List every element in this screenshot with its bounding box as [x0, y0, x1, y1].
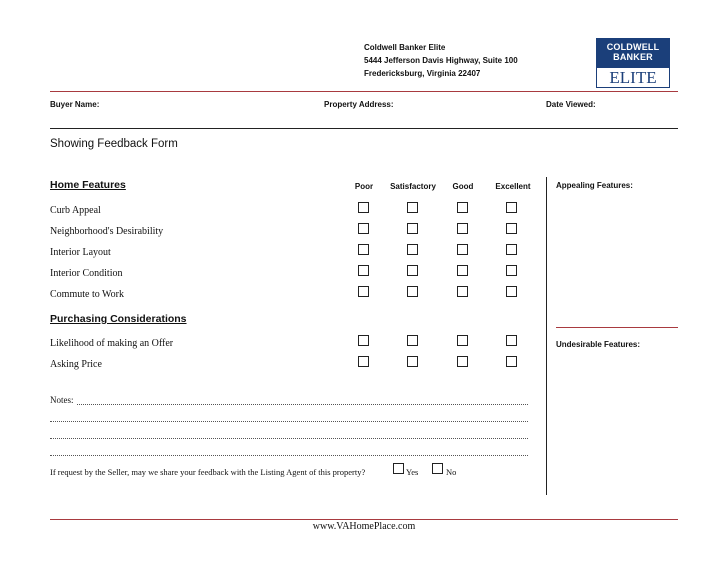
- rating-checkbox[interactable]: [506, 202, 517, 213]
- rating-checkbox[interactable]: [407, 265, 418, 276]
- rating-checkbox[interactable]: [407, 356, 418, 367]
- feature-row-label: Interior Condition: [50, 268, 123, 279]
- rating-checkbox[interactable]: [358, 244, 369, 255]
- notes-line[interactable]: [50, 421, 528, 422]
- rating-checkbox[interactable]: [407, 223, 418, 234]
- rating-checkbox[interactable]: [407, 335, 418, 346]
- logo-top-line2: BANKER: [613, 52, 653, 62]
- purchasing-row-label: Likelihood of making an Offer: [50, 338, 174, 349]
- header-rule: [50, 91, 678, 92]
- property-address-label: Property Address:: [324, 100, 394, 109]
- notes-line[interactable]: [50, 404, 528, 405]
- logo-top-line1: COLDWELL: [606, 42, 660, 52]
- rating-checkbox[interactable]: [358, 286, 369, 297]
- footer-website: www.VAHomePlace.com: [312, 521, 416, 532]
- rating-checkbox[interactable]: [506, 265, 517, 276]
- purchasing-heading: Purchasing Considerations: [50, 313, 187, 325]
- rating-checkbox[interactable]: [457, 335, 468, 346]
- col-satisfactory: Satisfactory: [390, 182, 436, 191]
- notes-label: Notes:: [50, 395, 74, 405]
- rating-checkbox[interactable]: [457, 202, 468, 213]
- feature-row-label: Interior Layout: [50, 247, 111, 258]
- consent-yes-checkbox[interactable]: [393, 463, 404, 474]
- notes-line[interactable]: [50, 438, 528, 439]
- company-name: Coldwell Banker Elite: [364, 43, 446, 52]
- rating-checkbox[interactable]: [358, 265, 369, 276]
- rating-checkbox[interactable]: [457, 244, 468, 255]
- fields-rule: [50, 128, 678, 129]
- rating-checkbox[interactable]: [407, 286, 418, 297]
- rating-checkbox[interactable]: [407, 202, 418, 213]
- logo-top: [596, 38, 670, 67]
- consent-no-label: No: [446, 467, 457, 477]
- consent-no-checkbox[interactable]: [432, 463, 443, 474]
- sidebar-divider: [546, 177, 547, 495]
- rating-checkbox[interactable]: [358, 202, 369, 213]
- feature-row-label: Neighborhood's Desirability: [50, 226, 164, 237]
- undesirable-features-label: Undesirable Features:: [556, 340, 641, 349]
- consent-yes-label: Yes: [406, 467, 419, 477]
- rating-checkbox[interactable]: [358, 223, 369, 234]
- appealing-features-label: Appealing Features:: [556, 181, 633, 190]
- feature-row-label: Curb Appeal: [50, 205, 101, 216]
- form-title: Showing Feedback Form: [50, 138, 178, 150]
- sidebar-rule: [556, 327, 678, 328]
- col-poor: Poor: [354, 182, 374, 191]
- rating-checkbox[interactable]: [457, 223, 468, 234]
- rating-checkbox[interactable]: [457, 286, 468, 297]
- rating-checkbox[interactable]: [407, 244, 418, 255]
- company-address-line1: 5444 Jefferson Davis Highway, Suite 100: [364, 56, 518, 65]
- rating-checkbox[interactable]: [457, 356, 468, 367]
- feature-row-label: Commute to Work: [50, 289, 125, 300]
- rating-checkbox[interactable]: [506, 244, 517, 255]
- rating-checkbox[interactable]: [506, 356, 517, 367]
- purchasing-row-label: Asking Price: [50, 359, 102, 370]
- home-features-heading: Home Features: [50, 179, 126, 191]
- date-viewed-label: Date Viewed:: [546, 100, 596, 109]
- col-good: Good: [452, 182, 474, 191]
- rating-checkbox[interactable]: [457, 265, 468, 276]
- notes-line[interactable]: [50, 455, 528, 456]
- buyer-name-label: Buyer Name:: [50, 100, 100, 109]
- rating-checkbox[interactable]: [358, 335, 369, 346]
- col-excellent: Excellent: [495, 182, 531, 191]
- rating-checkbox[interactable]: [506, 335, 517, 346]
- consent-question: If request by the Seller, may we share your feedback with the Listing Agent of this property?: [50, 467, 366, 477]
- company-address-line2: Fredericksburg, Virginia 22407: [364, 69, 481, 78]
- footer-rule: [50, 519, 678, 520]
- logo-bottom: ELITE: [596, 67, 670, 88]
- rating-checkbox[interactable]: [506, 286, 517, 297]
- rating-checkbox[interactable]: [506, 223, 517, 234]
- coldwell-banker-logo: [596, 38, 670, 88]
- rating-checkbox[interactable]: [358, 356, 369, 367]
